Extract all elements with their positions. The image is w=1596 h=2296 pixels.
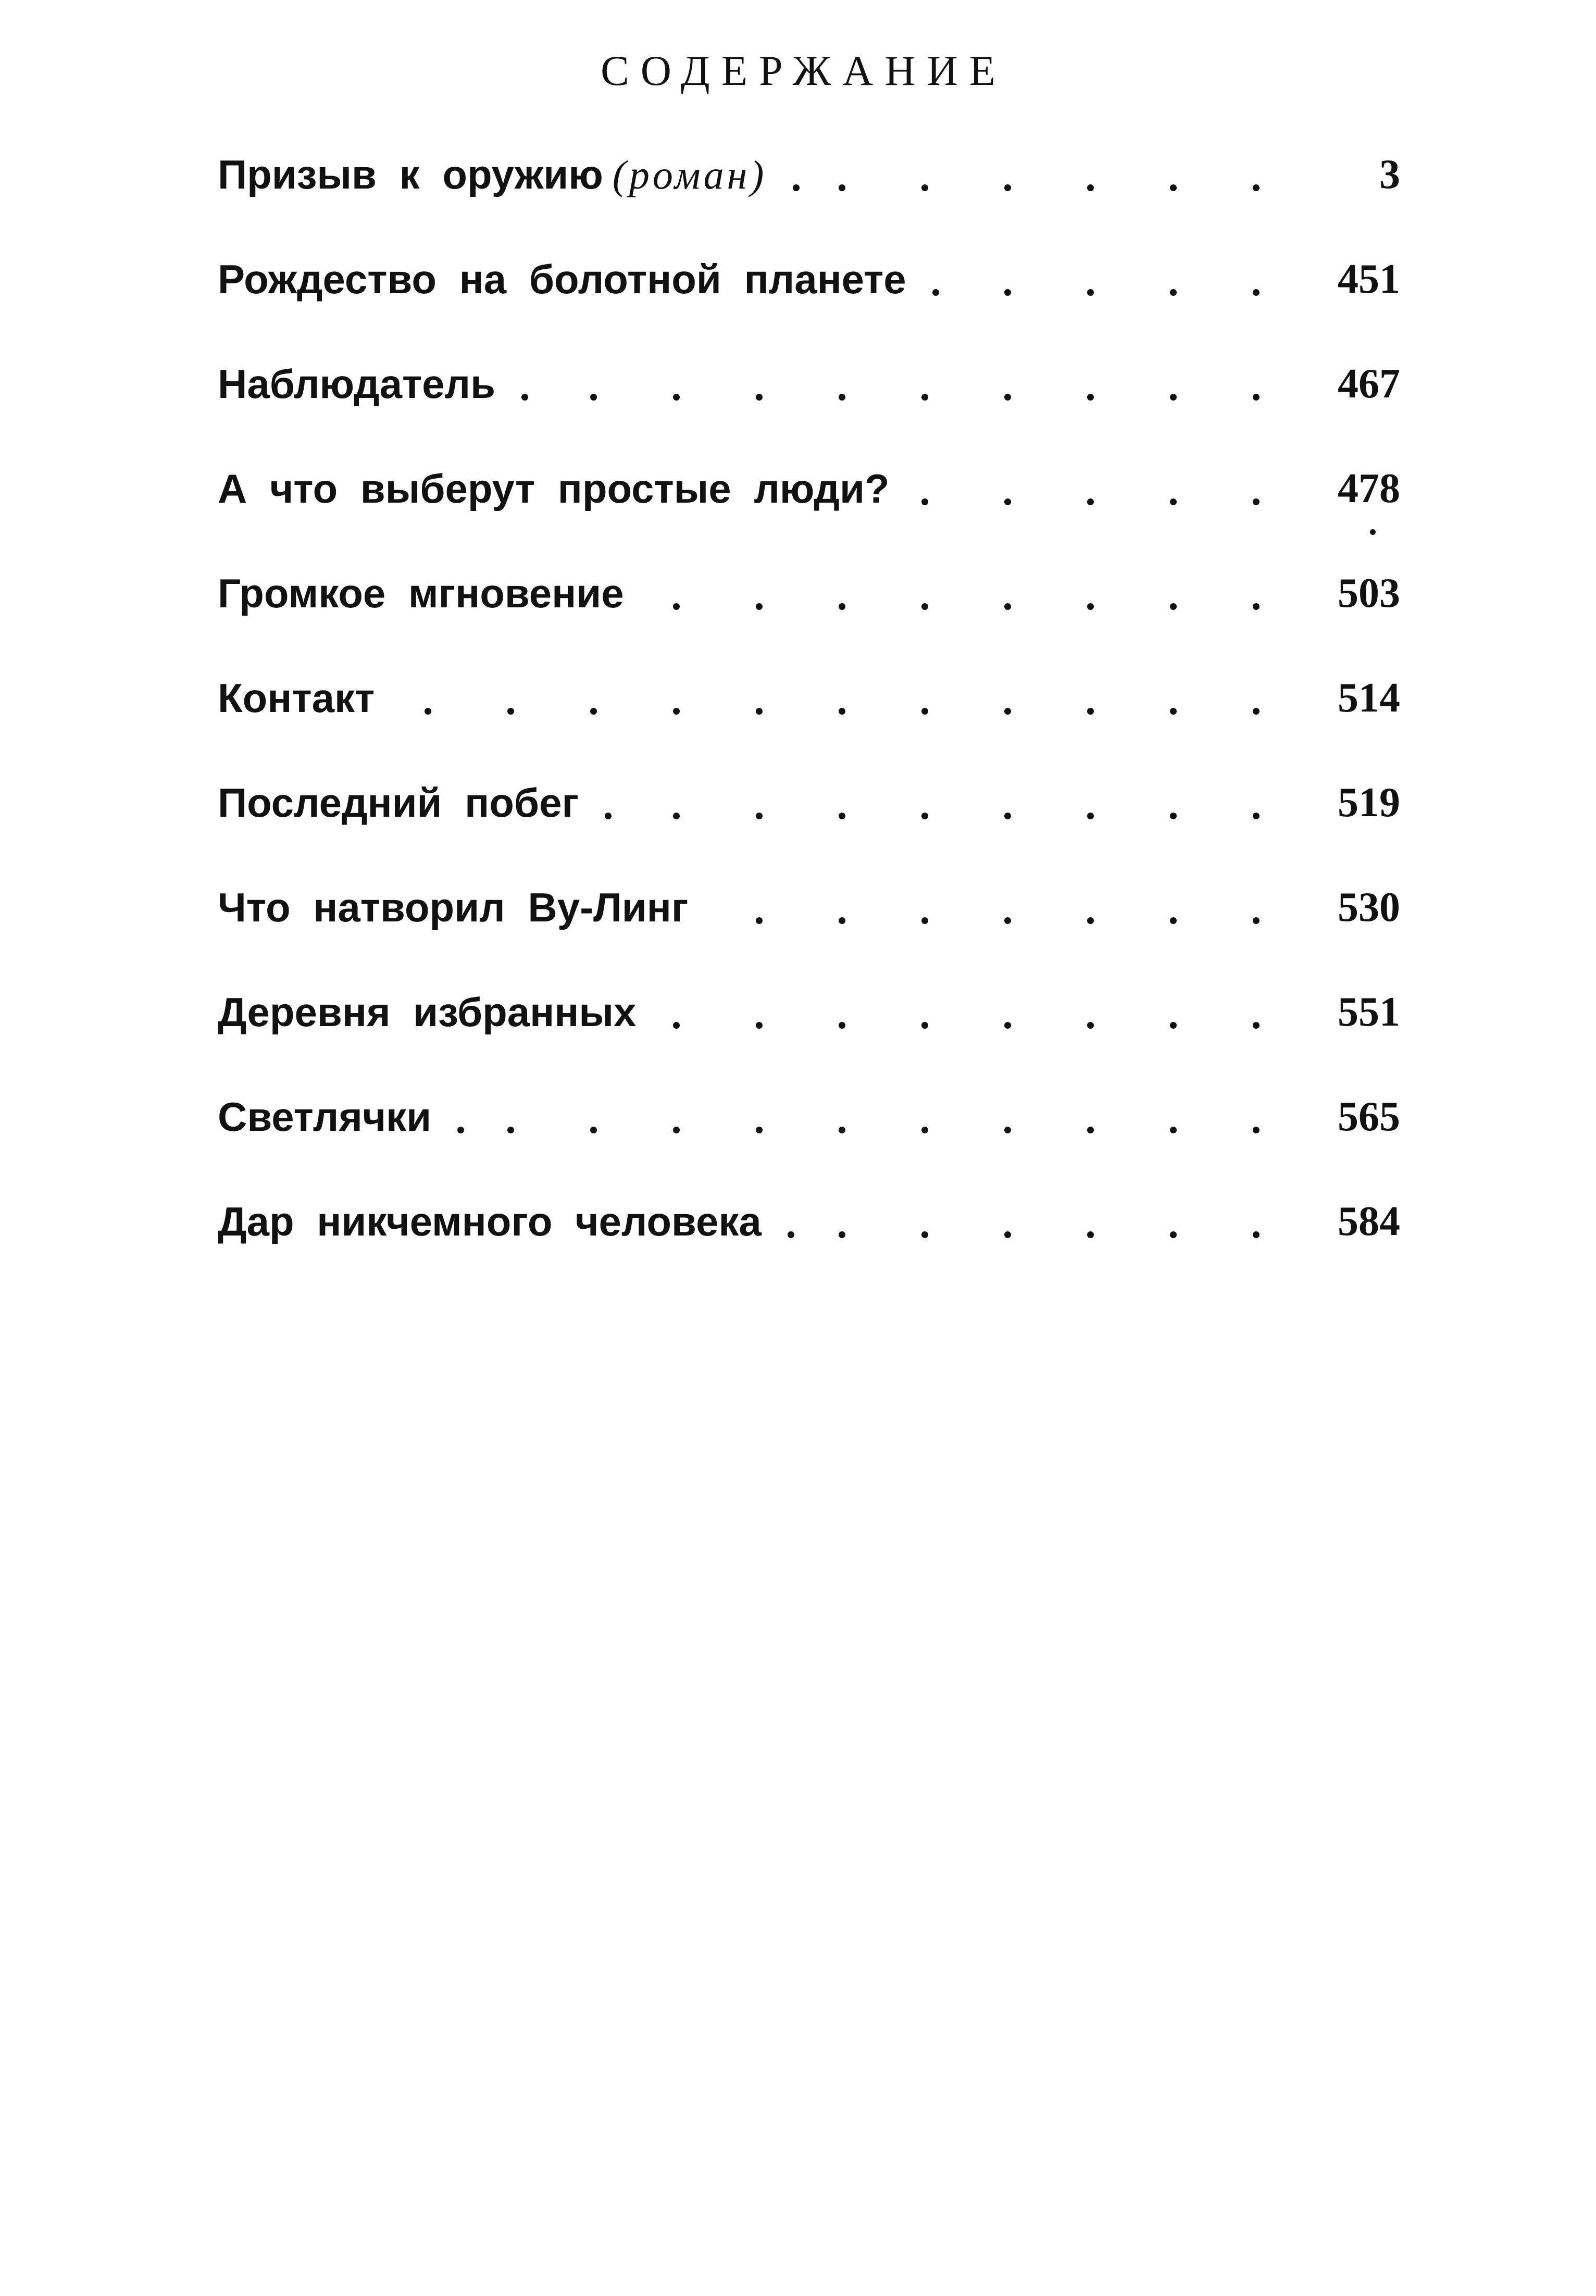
leader-dot (921, 917, 928, 924)
leader-dot (1087, 1022, 1094, 1029)
entry-page-number: 551 (1338, 989, 1400, 1035)
entry-page-number: 478 (1338, 466, 1400, 511)
toc-entry (218, 981, 1400, 1043)
leader-dot (839, 1022, 845, 1029)
leader-dot (521, 394, 528, 401)
toc-entry (218, 771, 1400, 834)
leader-dot (673, 394, 680, 401)
leader-dot (839, 394, 845, 401)
leader-dot (1087, 917, 1094, 924)
leader-dot (1004, 394, 1011, 401)
toc-entry (218, 248, 1400, 310)
toc-entry (218, 457, 1400, 520)
toc-entry (218, 143, 1400, 206)
leader-dot (1170, 1022, 1177, 1029)
leader-dot (839, 813, 845, 819)
leader-dot (921, 394, 928, 401)
entry-title: Наблюдатель (218, 361, 496, 407)
entry-page-number: 519 (1338, 780, 1400, 826)
print-speck (1370, 529, 1376, 535)
leader-dot (673, 1022, 680, 1029)
leader-dot (839, 1231, 845, 1238)
leader-dot (1170, 603, 1177, 610)
leader-dot (1004, 498, 1011, 505)
leader-dot (673, 813, 680, 819)
leader-dot (1004, 184, 1011, 191)
leader-dot (921, 603, 928, 610)
entry-title: Светлячки (218, 1094, 432, 1140)
entry-page-number: 3 (1379, 152, 1400, 197)
leader-dot (756, 917, 763, 924)
entry-page-number: 584 (1338, 1199, 1400, 1244)
leader-dot (756, 1127, 763, 1133)
page-title: СОДЕРЖАНИЕ (601, 47, 1007, 94)
leader-dot (1170, 184, 1177, 191)
leader-dot (921, 1231, 928, 1238)
leader-dot (673, 708, 680, 715)
entry-page-number: 565 (1338, 1094, 1400, 1140)
leader-dot (921, 498, 928, 505)
leader-dot (1087, 708, 1094, 715)
leader-dot (1170, 1231, 1177, 1238)
leader-dot (1253, 498, 1260, 505)
leader-dot (1004, 1231, 1011, 1238)
entry-title: Громкое мгновение (218, 570, 624, 616)
leader-dot (839, 917, 845, 924)
leader-dot (756, 603, 763, 610)
leader-dot (1087, 289, 1094, 296)
entry-page-number: 514 (1338, 675, 1400, 721)
leader-dot (756, 708, 763, 715)
leader-dot (1087, 813, 1094, 819)
leader-dot (1004, 917, 1011, 924)
entry-page-number: 467 (1338, 361, 1400, 407)
leader-dot (921, 708, 928, 715)
leader-dot (1004, 1127, 1011, 1133)
leader-dot (932, 289, 939, 296)
leader-dot (425, 708, 431, 715)
leader-dot (1253, 289, 1260, 296)
leader-dot (1253, 813, 1260, 819)
leader-dot (756, 1022, 763, 1029)
entry-title-text: Призыв к оружию (218, 152, 603, 197)
leader-dot (921, 813, 928, 819)
leader-dot (1087, 1231, 1094, 1238)
leader-dot (1170, 394, 1177, 401)
leader-dot (1170, 708, 1177, 715)
toc-entry (218, 1190, 1400, 1253)
leader-dot (1253, 1231, 1260, 1238)
entry-title (218, 143, 767, 206)
entry-page-number: 451 (1338, 256, 1400, 302)
toc-entry (218, 1085, 1400, 1148)
leader-dot (507, 1127, 514, 1133)
leader-dot (1170, 1127, 1177, 1133)
entry-title: Последний побег (218, 780, 579, 826)
leader-dot (673, 1127, 680, 1133)
leader-dot (1004, 1022, 1011, 1029)
leader-dot (457, 1127, 464, 1133)
entry-title: А что выберут простые люди? (218, 466, 890, 511)
entry-page-number: 503 (1338, 570, 1400, 616)
leader-dot (1253, 1127, 1260, 1133)
leader-dot (921, 1127, 928, 1133)
leader-dot (839, 184, 845, 191)
leader-dot (673, 603, 680, 610)
leader-dot (1170, 289, 1177, 296)
entry-title: Контакт (218, 675, 375, 721)
leader-dot (1170, 813, 1177, 819)
leader-dot (1253, 1022, 1260, 1029)
leader-dot (1004, 813, 1011, 819)
toc-entry (218, 562, 1400, 625)
leader-dot (1253, 394, 1260, 401)
leader-dot (1087, 394, 1094, 401)
toc-entry (218, 667, 1400, 729)
leader-dot (1253, 603, 1260, 610)
leader-dot (793, 184, 800, 191)
leader-dot (839, 708, 845, 715)
entry-title: Дар никчемного человека (218, 1199, 762, 1244)
entry-page-number: 530 (1338, 884, 1400, 930)
leader-dot (1004, 603, 1011, 610)
entry-title: Что натворил Ву-Линг (218, 884, 689, 930)
leader-dot (1253, 708, 1260, 715)
entry-subtitle: (роман) (612, 152, 767, 197)
leader-dot (756, 813, 763, 819)
entry-title: Деревня избранных (218, 989, 637, 1035)
leader-dot (590, 708, 597, 715)
leader-dot (1087, 603, 1094, 610)
leader-dot (1004, 289, 1011, 296)
leader-dot (788, 1231, 794, 1238)
toc-entry (218, 353, 1400, 415)
leader-dot (590, 394, 597, 401)
leader-dot (921, 1022, 928, 1029)
leader-dot (590, 1127, 597, 1133)
toc-entry (218, 876, 1400, 939)
leader-dot (1170, 498, 1177, 505)
leader-dot (921, 184, 928, 191)
leader-dot (1004, 708, 1011, 715)
leader-dot (839, 1127, 845, 1133)
entry-title: Рождество на болотной планете (218, 256, 906, 302)
leader-dot (605, 813, 612, 819)
leader-dot (507, 708, 514, 715)
leader-dot (1253, 184, 1260, 191)
leader-dot (839, 603, 845, 610)
leader-dot (1087, 498, 1094, 505)
table-of-contents (218, 0, 1400, 1302)
leader-dot (756, 394, 763, 401)
leader-dot (1253, 917, 1260, 924)
leader-dot (1087, 184, 1094, 191)
leader-dot (1087, 1127, 1094, 1133)
leader-dot (1170, 917, 1177, 924)
